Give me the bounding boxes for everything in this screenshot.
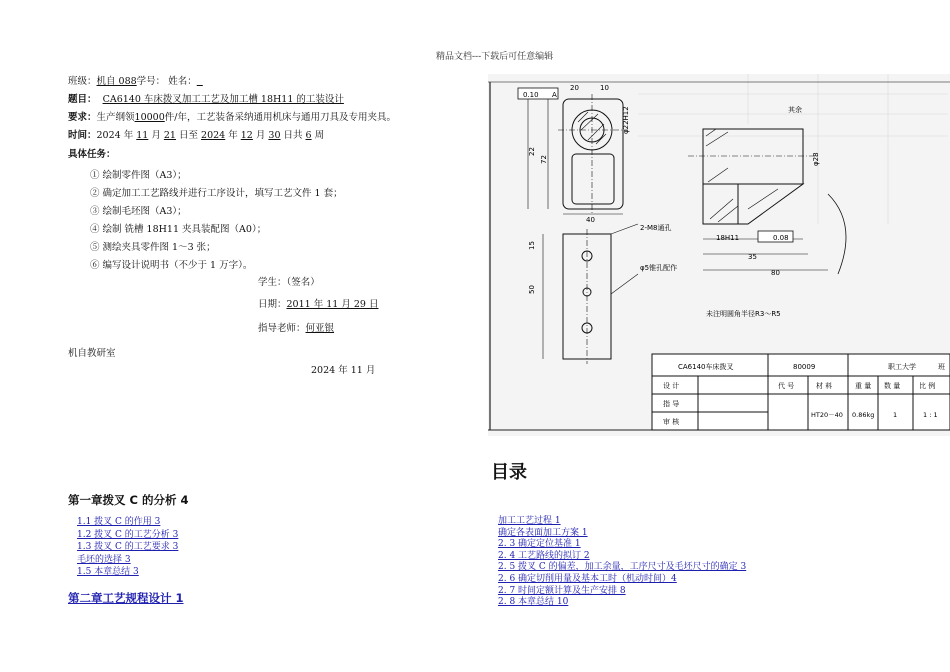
toc-link-2-4[interactable]: 2. 4 工艺路线的拟订 2 xyxy=(498,550,590,561)
task-4: ④ 绘制 铣槽 18H11 夹具装配图（A0）； xyxy=(90,224,267,235)
toc-link-2-5[interactable]: 2. 5 拨叉 C 的偏差，加工余量，工序尺寸及毛坯尺寸的确定 3 xyxy=(498,562,747,573)
tb-qty-h: 数 量 xyxy=(884,382,901,390)
chapter2-heading[interactable]: 第二章工艺规程设计 1 xyxy=(68,591,184,605)
task-1: ① 绘制零件图（A3）； xyxy=(90,170,187,181)
dim-35: 35 xyxy=(748,253,757,261)
tb-qty: 1 xyxy=(893,411,898,419)
fillet-note: 未注明圆角半径R3～R5 xyxy=(706,310,781,318)
rest-roughness: 其余 xyxy=(788,106,802,114)
toc-title: 目录 xyxy=(491,462,527,483)
toc-link-2-6[interactable]: 2. 6 确定切削用量及基本工时（机动时间）4 xyxy=(498,573,677,584)
dim-15: 15 xyxy=(528,241,536,250)
tb-school: 职工大学 xyxy=(888,363,916,371)
datum-a: A xyxy=(552,91,557,99)
tb-weight-h: 重 量 xyxy=(855,382,872,390)
class-line: 班级：机自 088学号： 姓名： xyxy=(68,76,197,87)
dim-22: 22 xyxy=(528,147,536,156)
pin-note: φ5锥孔配作 xyxy=(640,264,678,272)
toc-link-2-3[interactable]: 2. 3 确定定位基准 1 xyxy=(498,539,581,550)
dim-phi28: φ28 xyxy=(812,152,820,166)
perp-tol: 0.08 xyxy=(773,234,789,242)
part-drawing xyxy=(488,74,950,436)
chapter1-list xyxy=(77,516,178,579)
toc-link-2-7[interactable]: 2. 7 时间定额计算及生产安排 8 xyxy=(498,585,626,596)
toc-link-1-3[interactable]: 1.3 拨叉 C 的工艺要求 3 xyxy=(77,542,179,552)
header-watermark: 精品文档---下载后可任意编辑 xyxy=(436,52,554,62)
advisor-line: 指导老师：何亚银 xyxy=(258,323,335,334)
toc-link-1-2[interactable]: 1.2 拨叉 C 的工艺分析 3 xyxy=(77,529,179,540)
tasks-title: 具体任务： xyxy=(68,149,116,160)
task-5: ⑤ 测绘夹具零件图 1～3 张； xyxy=(90,242,216,253)
topic-value: CA6140 车床拨叉加工工艺及加工槽 18H11 的工装设计 xyxy=(102,94,344,105)
tb-weight: 0.86kg xyxy=(852,411,875,419)
dim-72: 72 xyxy=(540,155,548,164)
toc-link-2-1[interactable]: 加工工艺过程 1 xyxy=(498,516,561,526)
toc-link-1-1[interactable]: 1.1 拨叉 C 的作用 3 xyxy=(77,517,161,527)
dim-50: 50 xyxy=(528,285,536,294)
task-2: ② 确定加工工艺路线并进行工序设计，填写工艺文件 1 套； xyxy=(90,188,343,199)
toc-link-1-4[interactable]: 毛坯的选择 3 xyxy=(77,554,131,565)
dim-40: 40 xyxy=(586,216,595,224)
tb-material: HT20－40 xyxy=(811,411,843,419)
dim-10: 10 xyxy=(600,84,609,92)
toc-link-2-8[interactable]: 2. 8 本章总结 10 xyxy=(498,597,569,608)
task-6: ⑥ 编写设计说明书（不少于 1 万字）。 xyxy=(90,260,253,271)
dept: 机自教研室 xyxy=(68,348,116,359)
m8-note: 2-M8通孔 xyxy=(640,224,672,232)
dim-80: 80 xyxy=(771,269,780,277)
toc-link-2-2[interactable]: 确定各表面加工方案 1 xyxy=(498,527,588,538)
tb-review: 审 核 xyxy=(663,418,680,426)
tb-scale-h: 比 例 xyxy=(919,382,936,390)
tb-material-h: 材 料 xyxy=(816,382,833,390)
tb-design: 设 计 xyxy=(663,382,680,390)
class-value: 机自 088 xyxy=(96,76,137,87)
tb-scale: 1 : 1 xyxy=(923,411,938,419)
requirement-line: 要求：生产纲领10000件/年，工艺装备采纳通用机床与通用刀具及专用夹具。 xyxy=(68,112,396,123)
tb-class: 班 xyxy=(938,363,945,371)
tb-code: 代 号 xyxy=(778,382,795,390)
tb-drawing-no: 80009 xyxy=(793,363,816,371)
date-line: 日期：2011 年 11 月 29 日 xyxy=(258,299,379,310)
task-3: ③ 绘制毛坯图（A3）； xyxy=(90,206,187,217)
toc-link-1-5[interactable]: 1.5 本章总结 3 xyxy=(77,567,139,577)
chapter2-list xyxy=(498,516,746,609)
topic-line: 题目： CA6140 车床拨叉加工工艺及加工槽 18H11 的工装设计 xyxy=(68,94,344,105)
chapter1-heading: 第一章拨叉 C 的分析 4 xyxy=(68,493,189,507)
time-line: 时间：2024 年 11 月 21 日至 2024 年 12 月 30 日共 6 周 xyxy=(68,130,325,141)
tb-guide: 指 导 xyxy=(663,400,680,408)
flatness-label: 0.10 xyxy=(523,91,539,99)
slot-18h11: 18H11 xyxy=(716,234,740,242)
dim-phi22: φ22H12 xyxy=(622,106,630,134)
tb-part-name: CA6140车床拨叉 xyxy=(678,363,734,371)
student-sign: 学生：（签名） xyxy=(258,277,320,288)
dept-date: 2024 年 11 月 xyxy=(311,365,376,376)
dim-20: 20 xyxy=(570,84,579,92)
